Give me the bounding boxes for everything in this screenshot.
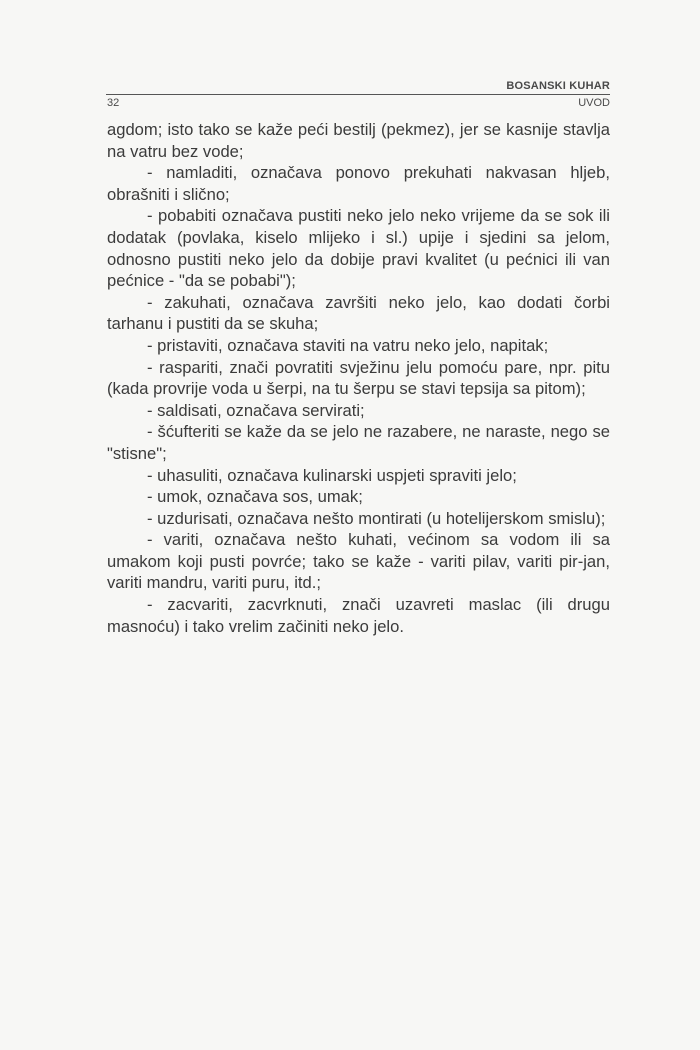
entry-uhasuliti: - uhasuliti, označava kulinarski uspjeti spraviti jelo;	[147, 465, 517, 485]
chapter-title: UVOD	[578, 97, 610, 109]
paragraph-continuation: agdom; isto tako se kaže peći bestilj (pekmez), jer se kasnije stavlja na vatru bez vode;	[107, 120, 610, 161]
page-header	[106, 74, 610, 110]
header-rule	[106, 94, 610, 95]
entry-zacvariti: - zacvariti, zacvrknuti, znači uzavreti maslac (ili drugu masnoću) i tako vrelim začiniti neko jelo.	[107, 595, 610, 636]
page-number: 32	[107, 97, 120, 109]
entry-scufteriti: - šćufteriti se kaže da se jelo ne razabere, ne naraste, nego se "stisne";	[107, 422, 610, 463]
entry-pristaviti: - pristaviti, označava staviti na vatru neko jelo, napitak;	[147, 335, 549, 355]
book-title: BOSANSKI KUHAR	[506, 80, 610, 92]
entry-variti: - variti, označava nešto kuhati, većinom sa vodom ili sa umakom koji pusti povrće; tako se kaže - variti pilav, variti pir-jan, variti mandru, variti puru, itd.;	[107, 530, 610, 593]
entry-zakuhati: - zakuhati, označava završiti neko jelo, kao dodati čorbi tarhanu i pustiti da se skuha;	[107, 292, 610, 334]
entry-raspariti: - raspariti, znači povratiti svježinu jelu pomoću pare, npr. pitu (kada provrije voda u šerpi, na tu šerpu se stavi tepsija sa pitom);	[107, 357, 610, 399]
entry-namladiti: - namladiti, označava ponovo prekuhati nakvasan hljeb, obrašniti i slično;	[107, 163, 610, 204]
entry-saldisati: - saldisati, označava servirati;	[147, 400, 365, 420]
entry-pobabiti: - pobabiti označava pustiti neko jelo neko vrijeme da se sok ili dodatak (povlaka, kiselo mlijeko i sl.) upije i sjedini sa jelom, odnosno pustiti neko jelo da dobije pravi kvalitet (u pećnici ili van pećnice - "da se pobabi");	[107, 206, 610, 291]
entry-umok: - umok, označava sos, umak;	[147, 487, 363, 507]
entry-uzdurisati: - uzdurisati, označava nešto montirati (u hotelijerskom smislu);	[147, 508, 606, 528]
body-text	[107, 119, 610, 637]
